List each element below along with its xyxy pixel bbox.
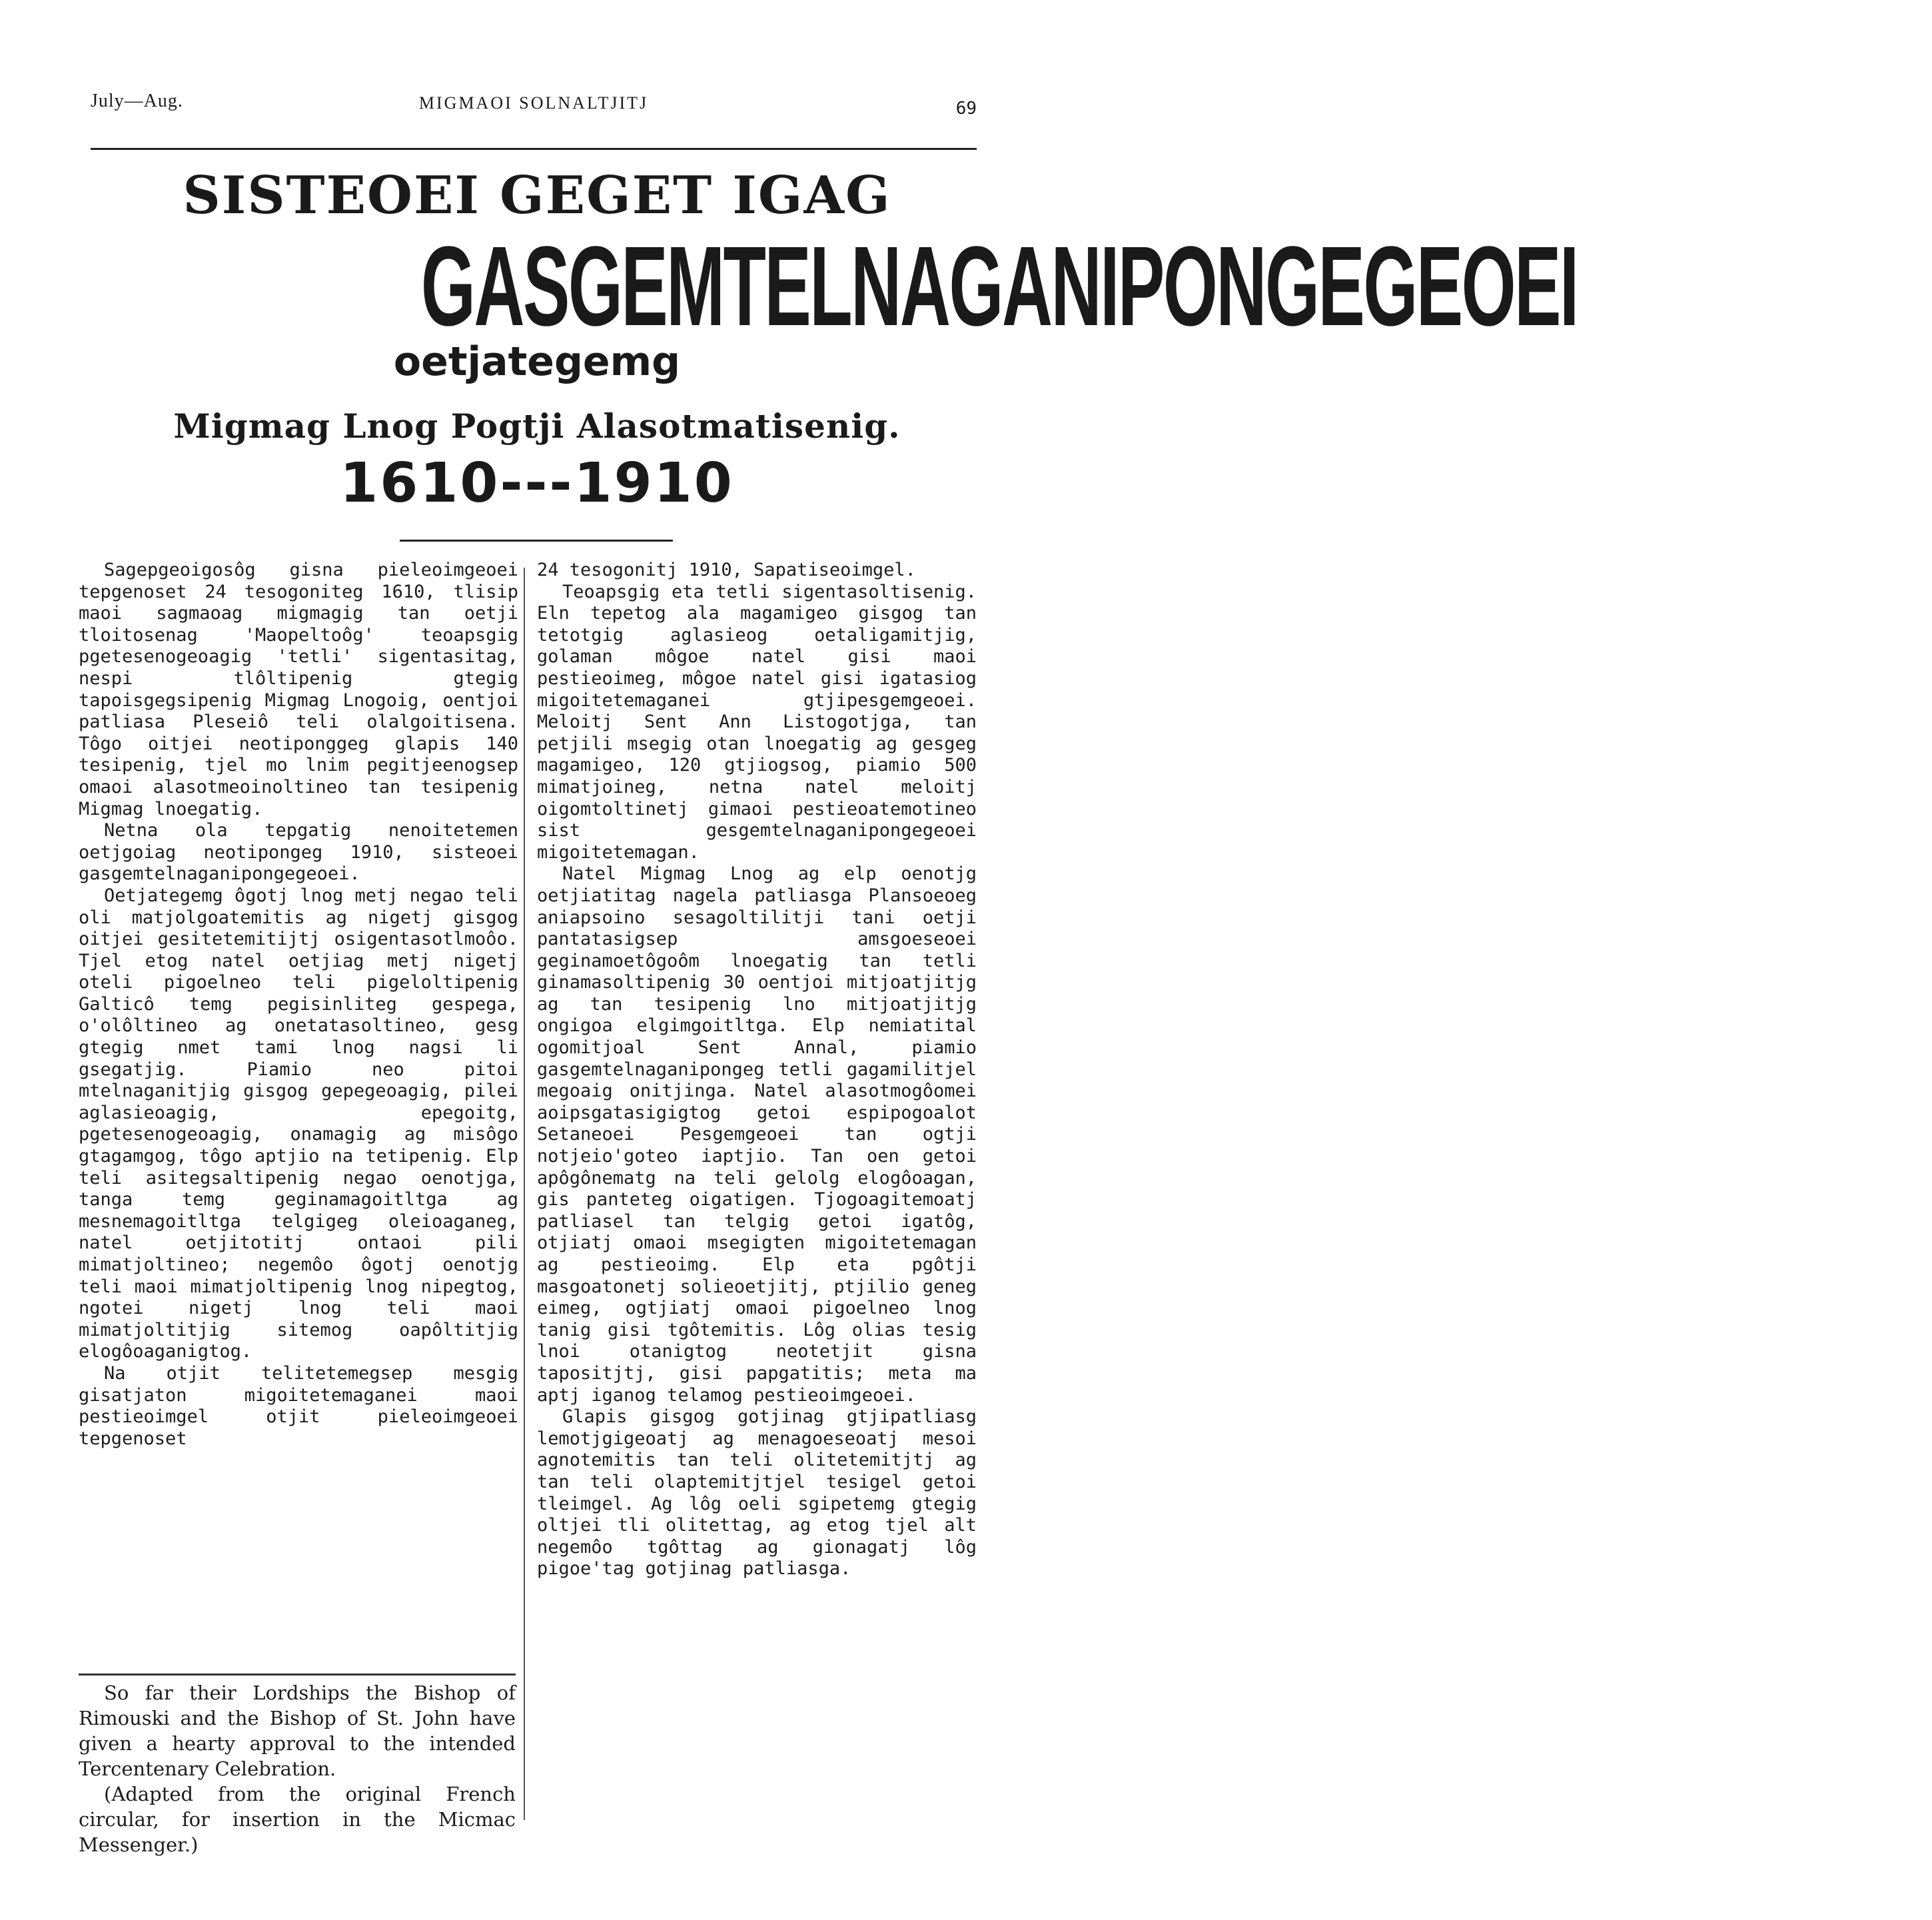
right-paragraph-1: 24 tesogonitj 1910, Sapatiseoimgel. (537, 560, 916, 580)
headline-line-1: SISTEOEI GEGET IGAG (183, 165, 891, 226)
headline-line-4: Migmag Lnog Pogtji Alasotmatisenig. (173, 406, 901, 446)
headline-line-2 (67, 223, 1578, 350)
right-column (537, 560, 977, 1580)
right-paragraph-4: Glapis gisgog gotjinag gtjipatliasg lemotjgigeoatj ag menagoeseoatj mesoi agnotemitis tan teli olitetemitjtj ag tan teli olaptemitjtjel tesigel getoi tleimgel. Ag lôg oeli sgipetemg gtegig oltjei tli olitettag, ag etog tjel alt negemôo tgôttag ag gionagatj lôg pigoe'tag gotjinag patliasga. (537, 1406, 977, 1580)
right-paragraph-2: Teoapsgig eta tetli sigentasoltisenig. Eln tepetog ala magamigeo gisgog tan tetotgig aglasieog oetaligamitjig, golaman môgoe natel gisi maoi pestieoimeg, môgoe natel gisi igatasiog migoitetemaganei gtjipesgemgeoei. Meloitj Sent Ann Listogotjga, tan petjili msegig otan lnoegatig ag gesgeg magamigeo, 120 gtjiogsog, piamio 500 mimatjoineg, netna natel meloitj oigomtoltinetj gimaoi pestieoatemotineo sist gesgemtelnaganipongegeoei migoitetemagan. (537, 581, 977, 863)
left-column (79, 560, 518, 1450)
english-note (79, 1680, 516, 1857)
headline-line-2-text: GASGEMTELNAGANIPONGEGEOEI (420, 223, 1578, 350)
title-divider (400, 540, 673, 542)
header-divider (91, 148, 977, 150)
page-number: 69 (955, 99, 977, 119)
right-paragraph-3: Natel Migmag Lnog ag elp oenotjg oetjiatitag nagela patliasga Plansoeoeg aniapsoino sesagoltilitji tani oetji pantatasigsep amsgoeseoei geginamoetôgoôm lnoegatig tan tetli ginamasoltipenig 30 oentjoi mitjoatjitjg ag tan tesipenig lno mitjoatjitjg ongigoa elgimgoitltga. Elp nemiatital ogomitjoal Sent Annal, piamio gasgemtelnaganipongeg tetli gagamilitjel megoaig onitjinga. Natel alasotmogôomei aoipsgatasigigtog getoi espipogoalot Setaneoei Pesgemgeoei tan ogtji notjeio'goteo iaptjio. Tan oen getoi apôgônematg na teli gelolg elogôoagan, gis panteteg oigatigen. Tjogoagitemoatj patliasel tan telgig getoi igatôg, otjiatj omaoi msegigten migoitetemagan ag pestieoimg. Elp eta pgôtji masgoatonetj solieoetjitj, ptjilio geneg eimeg, ogtjiatj omaoi pigoelneo lnog tanig gisi tgôtemitis. Lôg olias tesig lnoi otanigtog neotetjit gisna tapositjtj, gisi papgatitis; meta ma aptj iganog telamog pestieoimgeoei. (537, 863, 977, 1406)
headline-line-3: oetjategemg (393, 338, 681, 385)
english-note-paragraph-1: So far their Lordships the Bishop of Rimouski and the Bishop of St. John have given a hearty approval to the intended Tercentenary Celebration. (79, 1681, 516, 1780)
english-note-paragraph-2: (Adapted from the original French circular, for insertion in the Micmac Messenger.) (79, 1783, 516, 1856)
running-head-date: July—Aug. (91, 91, 183, 111)
left-paragraph-1: Sagepgeoigosôg gisna pieleoimgeoei tepgenoset 24 tesogoniteg 1610, tlisip maoi sagmaoag migmagig tan oetji tloitosenag 'Maopeltoôg' teoapsgig pgetesenogeoagig 'tetli' sigentasitag, nespi tlôltipenig gtegig tapoisgegsipenig Migmag Lnogoig, oentjoi patliasa Pleseiô teli olalgoitisena. Tôgo oitjei neotiponggeg glapis 140 tesipenig, tjel mo lnim pegitjeenogsep omaoi alasotmeoinoltineo tan tesipenig Migmag lnoegatig. (79, 560, 518, 819)
english-note-divider (79, 1674, 516, 1676)
running-head-title: MIGMAOI SOLNALTJITJ (418, 93, 649, 113)
column-divider (524, 568, 525, 1820)
headline-years: 1610---1910 (340, 452, 734, 515)
left-paragraph-2: Netna ola tepgatig nenoitetemen oetjgoiag neotipongeg 1910, sisteoei gasgemtelnaganipongegeoei. (79, 820, 518, 885)
running-head (91, 91, 977, 117)
left-paragraph-4: Na otjit telitetemegsep mesgig gisatjaton migoitetemaganei maoi pestieoimgel otjit pieleoimgeoei tepgenoset (79, 1362, 518, 1449)
left-paragraph-3: Oetjategemg ôgotj lnog metj negao teli oli matjolgoatemitis ag nigetj gisgog oitjei gesitetemitijtj osigentasotlmoôo. Tjel etog natel oetjiag metj nigetj oteli pigoelneo teli pigeloltipenig Galticô temg pegisinliteg gespega, o'olôltineo ag onetatasoltineo, gesg gtegig nmet tami lnog nagsi li gsegatjig. Piamio neo pitoi mtelnaganitjig gisgog gepegeoagig, pilei aglasieoagig, epegoitg, pgetesenogeoagig, onamagig ag misôgo gtagamgog, tôgo aptjio na tetipenig. Elp teli asitegsaltipenig negao oenotjga, tanga temg geginamagoitltga ag mesnemagoitltga telgigeg oleioaganeg, natel oetjitotitj ontaoi pili mimatjoltineo; negemôo ôgotj oenotjg teli maoi mimatjoltipenig lnog nipegtog, ngotei nigetj lnog teli maoi mimatjoltitjig sitemog oapôltitjig elogôoaganigtog. (79, 885, 518, 1362)
